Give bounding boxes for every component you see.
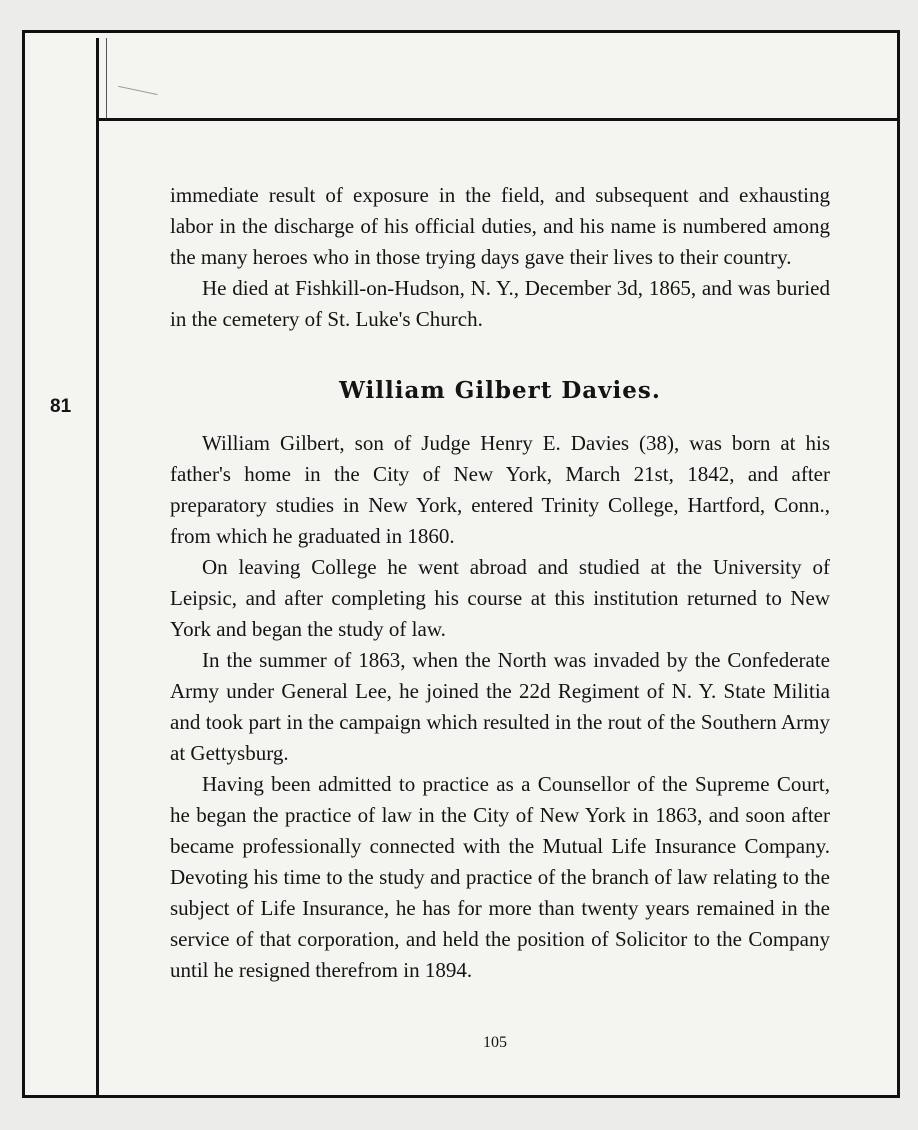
header-rule [99, 118, 899, 121]
margin-rule [96, 38, 99, 1096]
body-paragraph: In the summer of 1863, when the North was invaded by the Confederate Army under General Lee, he joined the 22d Regiment of N. Y. State Militia and took part in the campaign which resulted in the rout of the Southern Army at Gettysburg. [170, 648, 830, 765]
continuation-paragraph: He died at Fishkill-on-Hudson, N. Y., December 3d, 1865, and was buried in the cemetery of St. Luke's Church. [170, 276, 830, 331]
body-paragraph: Having been admitted to practice as a Counsellor of the Supreme Court, he began the practice of law in the City of New York in 1863, and soon after became professionally connected with the Mutual Life Insurance Company. Devoting his time to the study and practice of the branch of law relating to the subject of Life Insurance, he has for more than twenty years remained in the service of that corporation, and held the position of Solicitor to the Company until he resigned therefrom in 1894. [170, 772, 830, 982]
body-paragraph: On leaving College he went abroad and studied at the University of Leipsic, and after completing his course at this institution returned to New York and began the study of law. [170, 555, 830, 641]
continuation-paragraph: immediate result of exposure in the field, and subsequent and exhausting labor in the discharge of his official duties, and his name is numbered among the many heroes who in those trying days gave their lives to their country. [170, 183, 830, 269]
margin-number: 81 [50, 396, 72, 417]
body-paragraph: William Gilbert, son of Judge Henry E. Davies (38), was born at his father's home in the City of New York, March 21st, 1842, and after preparatory studies in New York, entered Trinity College, Hartford, Conn., from which he graduated in 1860. [170, 431, 830, 548]
header-box [106, 38, 899, 118]
page-number: 105 [483, 1034, 507, 1051]
section-heading: William Gilbert Davies. [339, 377, 661, 404]
page-body [170, 180, 830, 986]
